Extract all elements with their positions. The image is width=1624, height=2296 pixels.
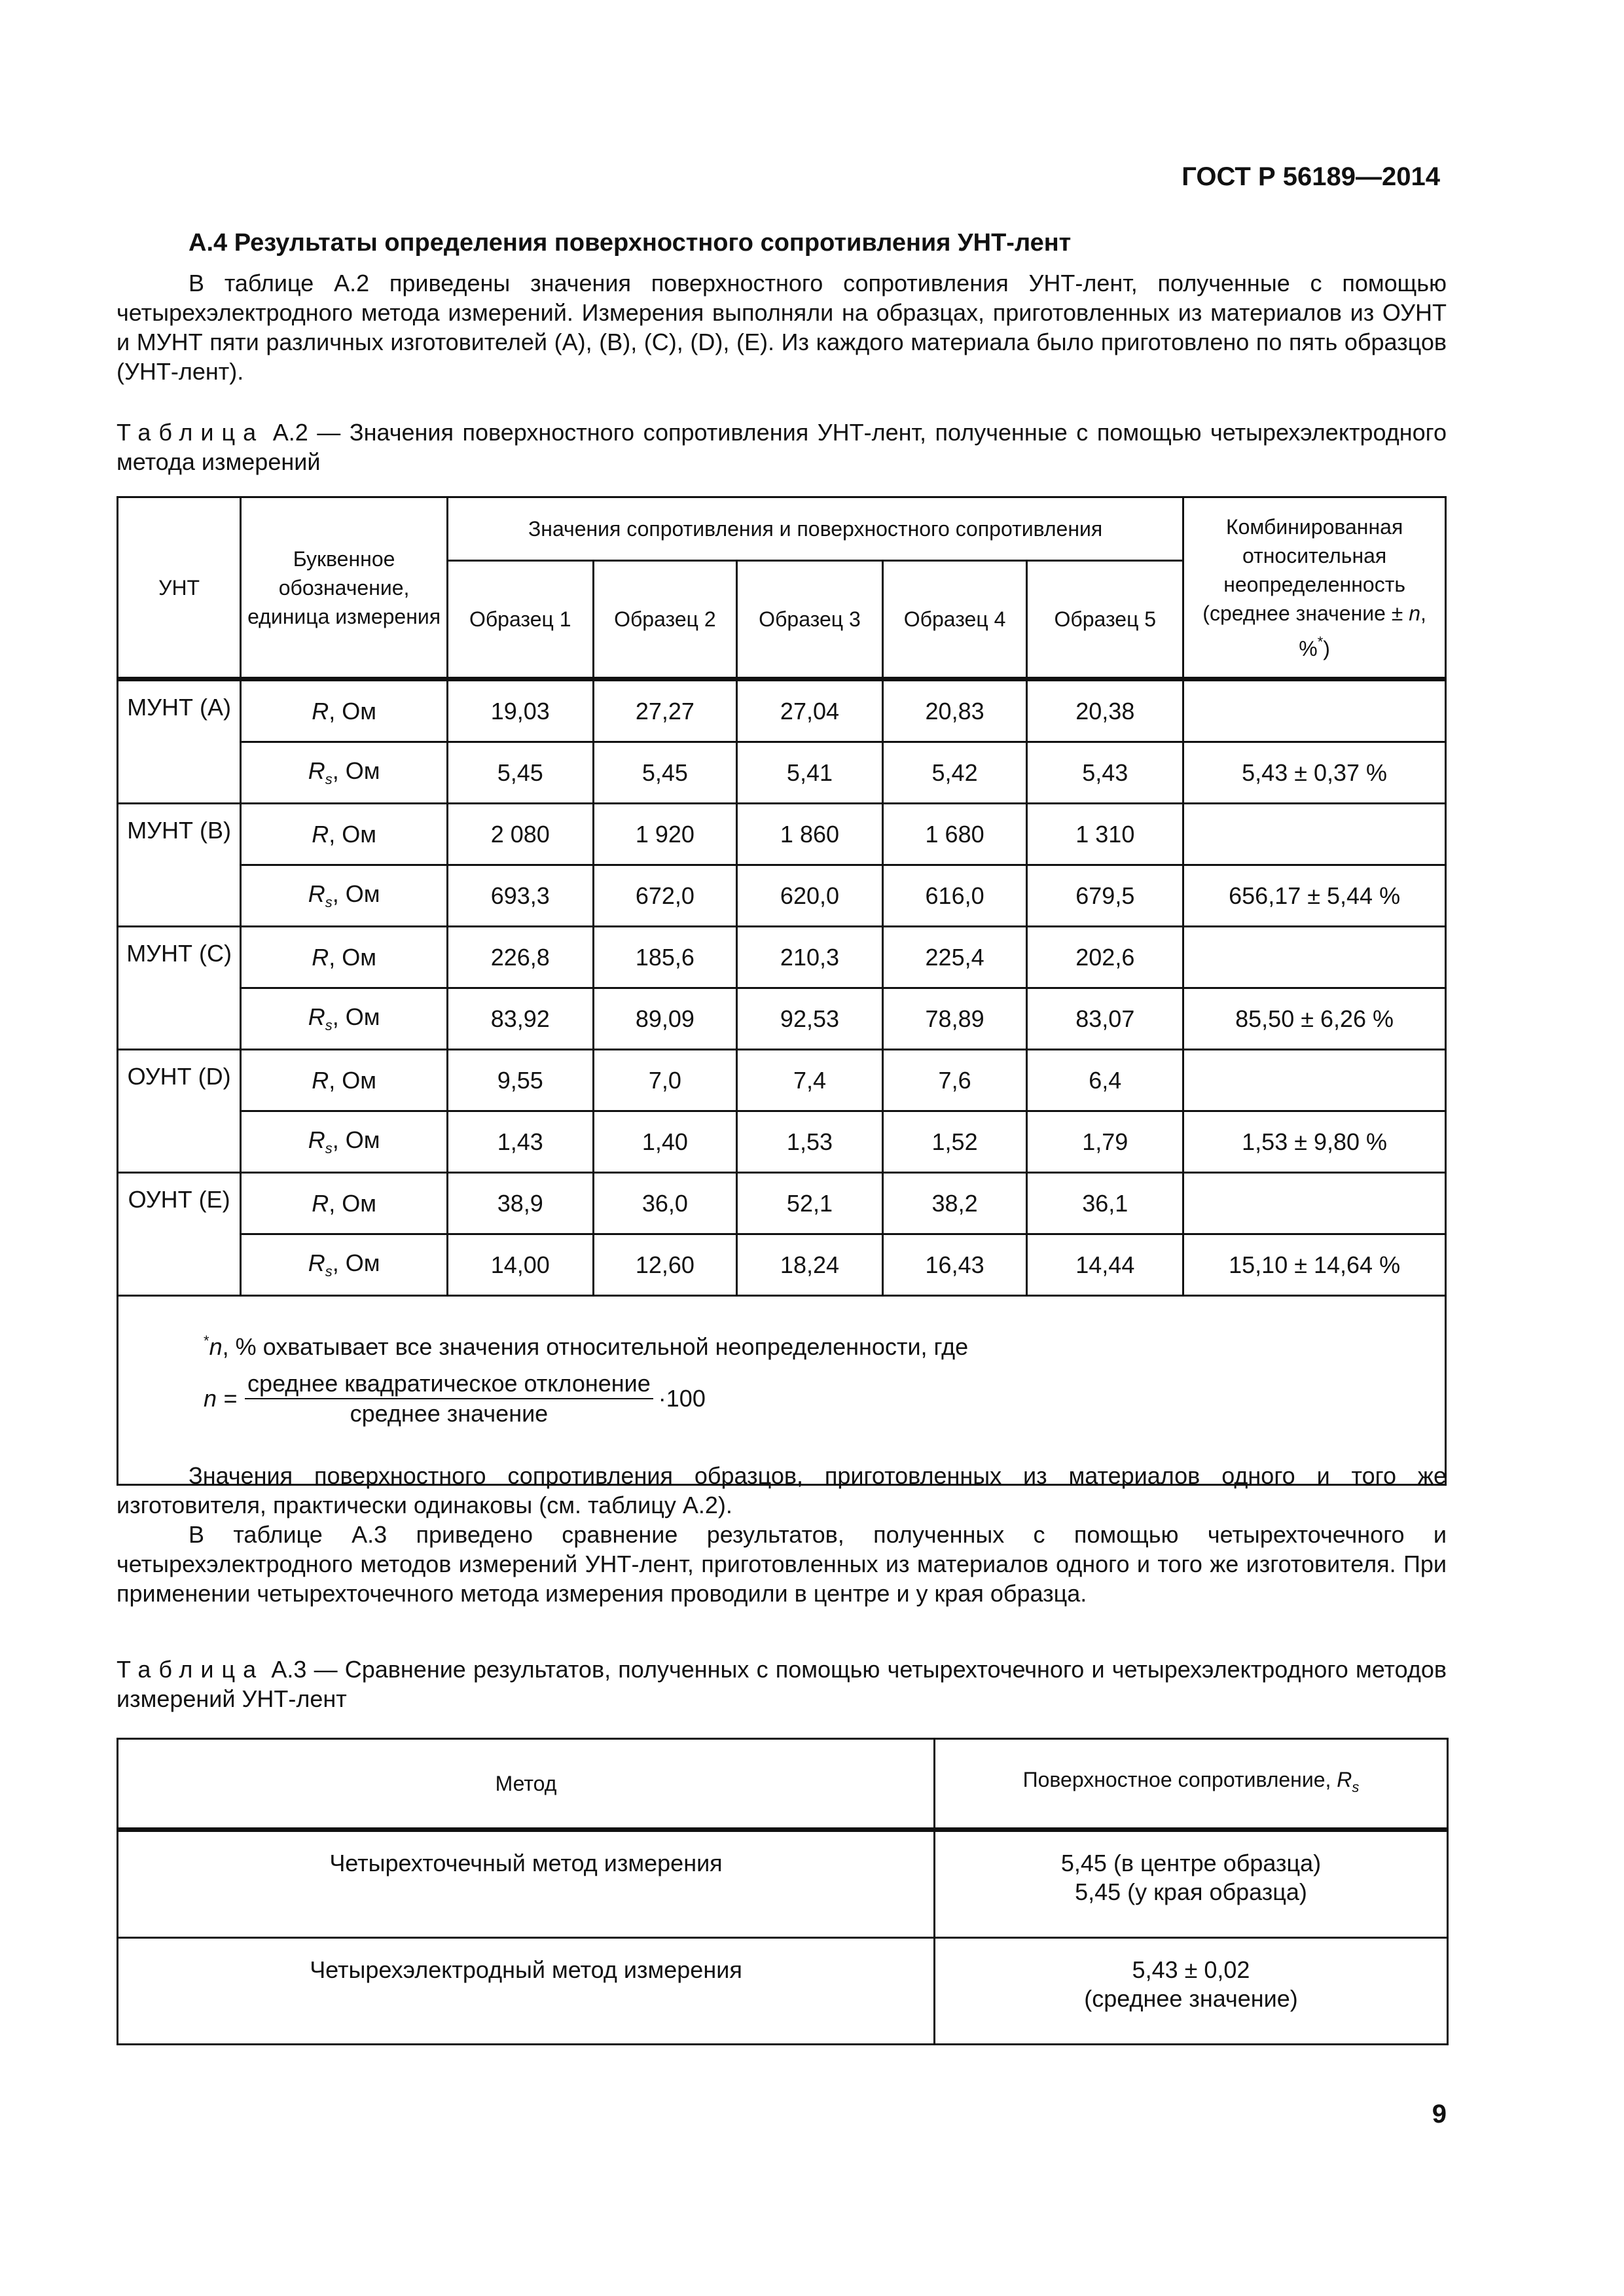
value-cell: 83,07 bbox=[1027, 988, 1183, 1050]
header-sample-3: Образец 3 bbox=[737, 561, 883, 679]
value-cell: 616,0 bbox=[882, 865, 1027, 927]
note-text: , % охватывает все значения относительной неопределенности, где bbox=[222, 1333, 969, 1360]
paragraph-conclusion: Значения поверхностного сопротивления образцов, приготовленных из материалов одного и того же изготовителя, практически одинаковы (см. таблицу А.2). bbox=[117, 1462, 1447, 1518]
unit-symbol: R bbox=[308, 1003, 325, 1030]
unit-cell-r bbox=[241, 804, 448, 865]
table-a2 bbox=[117, 496, 1447, 1486]
note-n: n bbox=[209, 1333, 223, 1360]
surface-subscript: s bbox=[1352, 1779, 1360, 1795]
unit-cell-rs bbox=[241, 1234, 448, 1296]
unit-symbol: R bbox=[308, 1126, 325, 1153]
header-sample-2: Образец 2 bbox=[593, 561, 737, 679]
unit-suffix: , Ом bbox=[332, 757, 380, 784]
value-cell: 1,52 bbox=[882, 1111, 1027, 1173]
unit-suffix: , Ом bbox=[332, 1249, 380, 1276]
paragraph-intro: В таблице А.2 приведены значения поверхностного сопротивления УНТ-лент, полученные с помощью четырехэлектродного метода измерений. Измерения выполняли на образцах, приготовленных из материалов из ОУНТ и МУНТ пяти различных изготовителей (А), (В), (С), (D), (Е). Из каждого материала было приготовлено по пять образцов (УНТ-лент). bbox=[117, 270, 1447, 385]
value-cell: 1,53 bbox=[737, 1111, 883, 1173]
header-sample-4: Образец 4 bbox=[882, 561, 1027, 679]
value-line-1: 5,45 (в центре образца) bbox=[1060, 1850, 1322, 1876]
value-cell: 185,6 bbox=[593, 927, 737, 988]
value-cell: 9,55 bbox=[447, 1050, 593, 1111]
header-unt: УНТ bbox=[118, 497, 241, 679]
table-a3-caption-label: Таблица bbox=[117, 1656, 264, 1683]
header-surface-resistance bbox=[935, 1739, 1448, 1830]
value-cell bbox=[935, 1938, 1448, 2045]
table-row bbox=[118, 988, 1446, 1050]
value-cell: 7,4 bbox=[737, 1050, 883, 1111]
value-cell: 38,2 bbox=[882, 1173, 1027, 1234]
unit-subscript: s bbox=[325, 894, 333, 910]
combined-star: * bbox=[1317, 633, 1324, 650]
unit-suffix: , Ом bbox=[332, 1003, 380, 1030]
note-line bbox=[204, 1327, 1445, 1361]
value-cell: 225,4 bbox=[882, 927, 1027, 988]
combined-cell-empty bbox=[1183, 927, 1446, 988]
table-row bbox=[118, 742, 1446, 804]
value-cell: 83,92 bbox=[447, 988, 593, 1050]
value-cell: 5,41 bbox=[737, 742, 883, 804]
table-row bbox=[118, 1234, 1446, 1296]
value-cell: 6,4 bbox=[1027, 1050, 1183, 1111]
value-cell: 19,03 bbox=[447, 679, 593, 742]
formula-numerator: среднее квадратическое отклонение bbox=[245, 1369, 653, 1399]
combined-cell-empty bbox=[1183, 679, 1446, 742]
unit-symbol: R bbox=[312, 1189, 329, 1217]
combined-main: Комбинированная относительная неопределенность (среднее значение ± bbox=[1202, 514, 1406, 625]
category-cell: МУНТ (В) bbox=[118, 804, 241, 927]
table-row bbox=[118, 1111, 1446, 1173]
unit-cell-rs bbox=[241, 1111, 448, 1173]
unit-subscript: s bbox=[325, 771, 333, 787]
value-cell: 1 310 bbox=[1027, 804, 1183, 865]
value-cell: 18,24 bbox=[737, 1234, 883, 1296]
formula-rhs: ·100 bbox=[658, 1385, 706, 1412]
value-cell: 38,9 bbox=[447, 1173, 593, 1234]
unit-cell-r bbox=[241, 679, 448, 742]
table-row bbox=[118, 927, 1446, 988]
table-row bbox=[118, 1050, 1446, 1111]
formula-fraction bbox=[245, 1369, 653, 1428]
value-cell: 27,04 bbox=[737, 679, 883, 742]
value-cell: 1,40 bbox=[593, 1111, 737, 1173]
value-cell bbox=[935, 1830, 1448, 1938]
unit-subscript: s bbox=[325, 1017, 333, 1033]
combined-cell: 5,43 ± 0,37 % bbox=[1183, 742, 1446, 804]
unit-symbol: R bbox=[312, 820, 329, 848]
value-cell: 5,45 bbox=[593, 742, 737, 804]
unit-symbol: R bbox=[312, 1066, 329, 1094]
value-cell: 36,0 bbox=[593, 1173, 737, 1234]
value-cell: 20,83 bbox=[882, 679, 1027, 742]
header-values-group: Значения сопротивления и поверхностного сопротивления bbox=[447, 497, 1183, 561]
table-row bbox=[118, 1938, 1448, 2045]
unit-symbol: R bbox=[308, 1249, 325, 1276]
value-cell: 7,6 bbox=[882, 1050, 1027, 1111]
value-cell: 672,0 bbox=[593, 865, 737, 927]
formula-lhs: n = bbox=[204, 1385, 238, 1412]
unit-cell-rs bbox=[241, 865, 448, 927]
unit-suffix: , Ом bbox=[332, 880, 380, 907]
combined-cell: 85,50 ± 6,26 % bbox=[1183, 988, 1446, 1050]
unit-symbol: R bbox=[312, 697, 329, 725]
header-combined-uncertainty bbox=[1183, 497, 1446, 679]
surface-symbol: R bbox=[1337, 1768, 1352, 1791]
unit-cell-rs bbox=[241, 742, 448, 804]
combined-cell: 1,53 ± 9,80 % bbox=[1183, 1111, 1446, 1173]
value-line-1: 5,43 ± 0,02 bbox=[1132, 1956, 1250, 1983]
table-a2-caption-text: А.2 — Значения поверхностного сопротивления УНТ-лент, полученные с помощью четырехэлектродного метода измерений bbox=[117, 419, 1447, 475]
unit-cell-rs bbox=[241, 988, 448, 1050]
uncertainty-formula bbox=[204, 1369, 1445, 1428]
table-row bbox=[118, 1830, 1448, 1938]
table-a3-caption bbox=[117, 1655, 1447, 1713]
value-cell: 78,89 bbox=[882, 988, 1027, 1050]
header-sample-1: Образец 1 bbox=[447, 561, 593, 679]
combined-cell-empty bbox=[1183, 804, 1446, 865]
table-row bbox=[118, 865, 1446, 927]
value-cell: 679,5 bbox=[1027, 865, 1183, 927]
category-cell: ОУНТ (D) bbox=[118, 1050, 241, 1173]
value-cell: 5,43 bbox=[1027, 742, 1183, 804]
value-cell: 92,53 bbox=[737, 988, 883, 1050]
value-cell: 5,42 bbox=[882, 742, 1027, 804]
value-line-2: (среднее значение) bbox=[1084, 1985, 1298, 2012]
method-cell: Четырехэлектродный метод измерения bbox=[118, 1938, 935, 2045]
unit-suffix: , Ом bbox=[329, 1189, 376, 1217]
formula-denominator: среднее значение bbox=[350, 1400, 549, 1427]
unit-cell-r bbox=[241, 1173, 448, 1234]
unit-symbol: R bbox=[308, 757, 325, 784]
combined-close: ) bbox=[1323, 636, 1330, 660]
value-cell: 1 860 bbox=[737, 804, 883, 865]
value-cell: 226,8 bbox=[447, 927, 593, 988]
note-star: * bbox=[204, 1333, 209, 1349]
value-line-2: 5,45 (у края образца) bbox=[1075, 1878, 1307, 1905]
value-cell: 5,45 bbox=[447, 742, 593, 804]
value-cell: 2 080 bbox=[447, 804, 593, 865]
page-number: 9 bbox=[1432, 2100, 1447, 2128]
unit-subscript: s bbox=[325, 1263, 333, 1280]
header-designation: Буквенное обозначение, единица измерения bbox=[241, 497, 448, 679]
header-sample-5: Образец 5 bbox=[1027, 561, 1183, 679]
unit-suffix: , Ом bbox=[329, 697, 376, 725]
category-cell: ОУНТ (Е) bbox=[118, 1173, 241, 1296]
value-cell: 1,79 bbox=[1027, 1111, 1183, 1173]
table-a2-caption bbox=[117, 418, 1447, 476]
table-a2-caption-label: Таблица bbox=[117, 419, 264, 446]
combined-cell-empty bbox=[1183, 1173, 1446, 1234]
unit-cell-r bbox=[241, 1050, 448, 1111]
value-cell: 693,3 bbox=[447, 865, 593, 927]
unit-symbol: R bbox=[312, 943, 329, 971]
value-cell: 1,43 bbox=[447, 1111, 593, 1173]
value-cell: 14,00 bbox=[447, 1234, 593, 1296]
value-cell: 620,0 bbox=[737, 865, 883, 927]
value-cell: 12,60 bbox=[593, 1234, 737, 1296]
category-cell: МУНТ (А) bbox=[118, 679, 241, 804]
value-cell: 1 920 bbox=[593, 804, 737, 865]
unit-symbol: R bbox=[308, 880, 325, 907]
combined-cell: 15,10 ± 14,64 % bbox=[1183, 1234, 1446, 1296]
combined-cell-empty bbox=[1183, 1050, 1446, 1111]
value-cell: 14,44 bbox=[1027, 1234, 1183, 1296]
table-a2-note bbox=[118, 1296, 1446, 1485]
method-cell: Четырехточечный метод измерения bbox=[118, 1830, 935, 1938]
table-a3 bbox=[117, 1738, 1449, 2045]
section-title: А.4 Результаты определения поверхностного сопротивления УНТ-лент bbox=[189, 229, 1072, 257]
table-a3-caption-text: А.3 — Сравнение результатов, полученных с помощью четырехточечного и четырехэлектродного методов измерений УНТ-лент bbox=[117, 1656, 1447, 1712]
table-row bbox=[118, 1173, 1446, 1234]
value-cell: 16,43 bbox=[882, 1234, 1027, 1296]
table-row bbox=[118, 679, 1446, 742]
table-row bbox=[118, 804, 1446, 865]
combined-n: n bbox=[1409, 601, 1421, 625]
value-cell: 27,27 bbox=[593, 679, 737, 742]
category-cell: МУНТ (С) bbox=[118, 927, 241, 1050]
value-cell: 89,09 bbox=[593, 988, 737, 1050]
value-cell: 1 680 bbox=[882, 804, 1027, 865]
unit-suffix: , Ом bbox=[329, 1066, 376, 1094]
value-cell: 20,38 bbox=[1027, 679, 1183, 742]
unit-subscript: s bbox=[325, 1140, 333, 1157]
combined-cell: 656,17 ± 5,44 % bbox=[1183, 865, 1446, 927]
unit-suffix: , Ом bbox=[332, 1126, 380, 1153]
value-cell: 36,1 bbox=[1027, 1173, 1183, 1234]
unit-suffix: , Ом bbox=[329, 943, 376, 971]
combined-pct: , % bbox=[1299, 601, 1426, 660]
value-cell: 7,0 bbox=[593, 1050, 737, 1111]
document-header: ГОСТ Р 56189—2014 bbox=[1182, 162, 1440, 191]
header-method: Метод bbox=[118, 1739, 935, 1830]
paragraph-comparison: В таблице А.3 приведено сравнение результатов, полученных с помощью четырехточечного и четырехэлектродного методов измерений УНТ-лент, приготовленных из материалов одного и того же изготовителя. При применении четырехточечного метода измерения проводили в центре и у края образца. bbox=[117, 1521, 1447, 1607]
unit-suffix: , Ом bbox=[329, 820, 376, 848]
unit-cell-r bbox=[241, 927, 448, 988]
surface-label: Поверхностное сопротивление, bbox=[1022, 1768, 1331, 1791]
value-cell: 52,1 bbox=[737, 1173, 883, 1234]
value-cell: 202,6 bbox=[1027, 927, 1183, 988]
value-cell: 210,3 bbox=[737, 927, 883, 988]
